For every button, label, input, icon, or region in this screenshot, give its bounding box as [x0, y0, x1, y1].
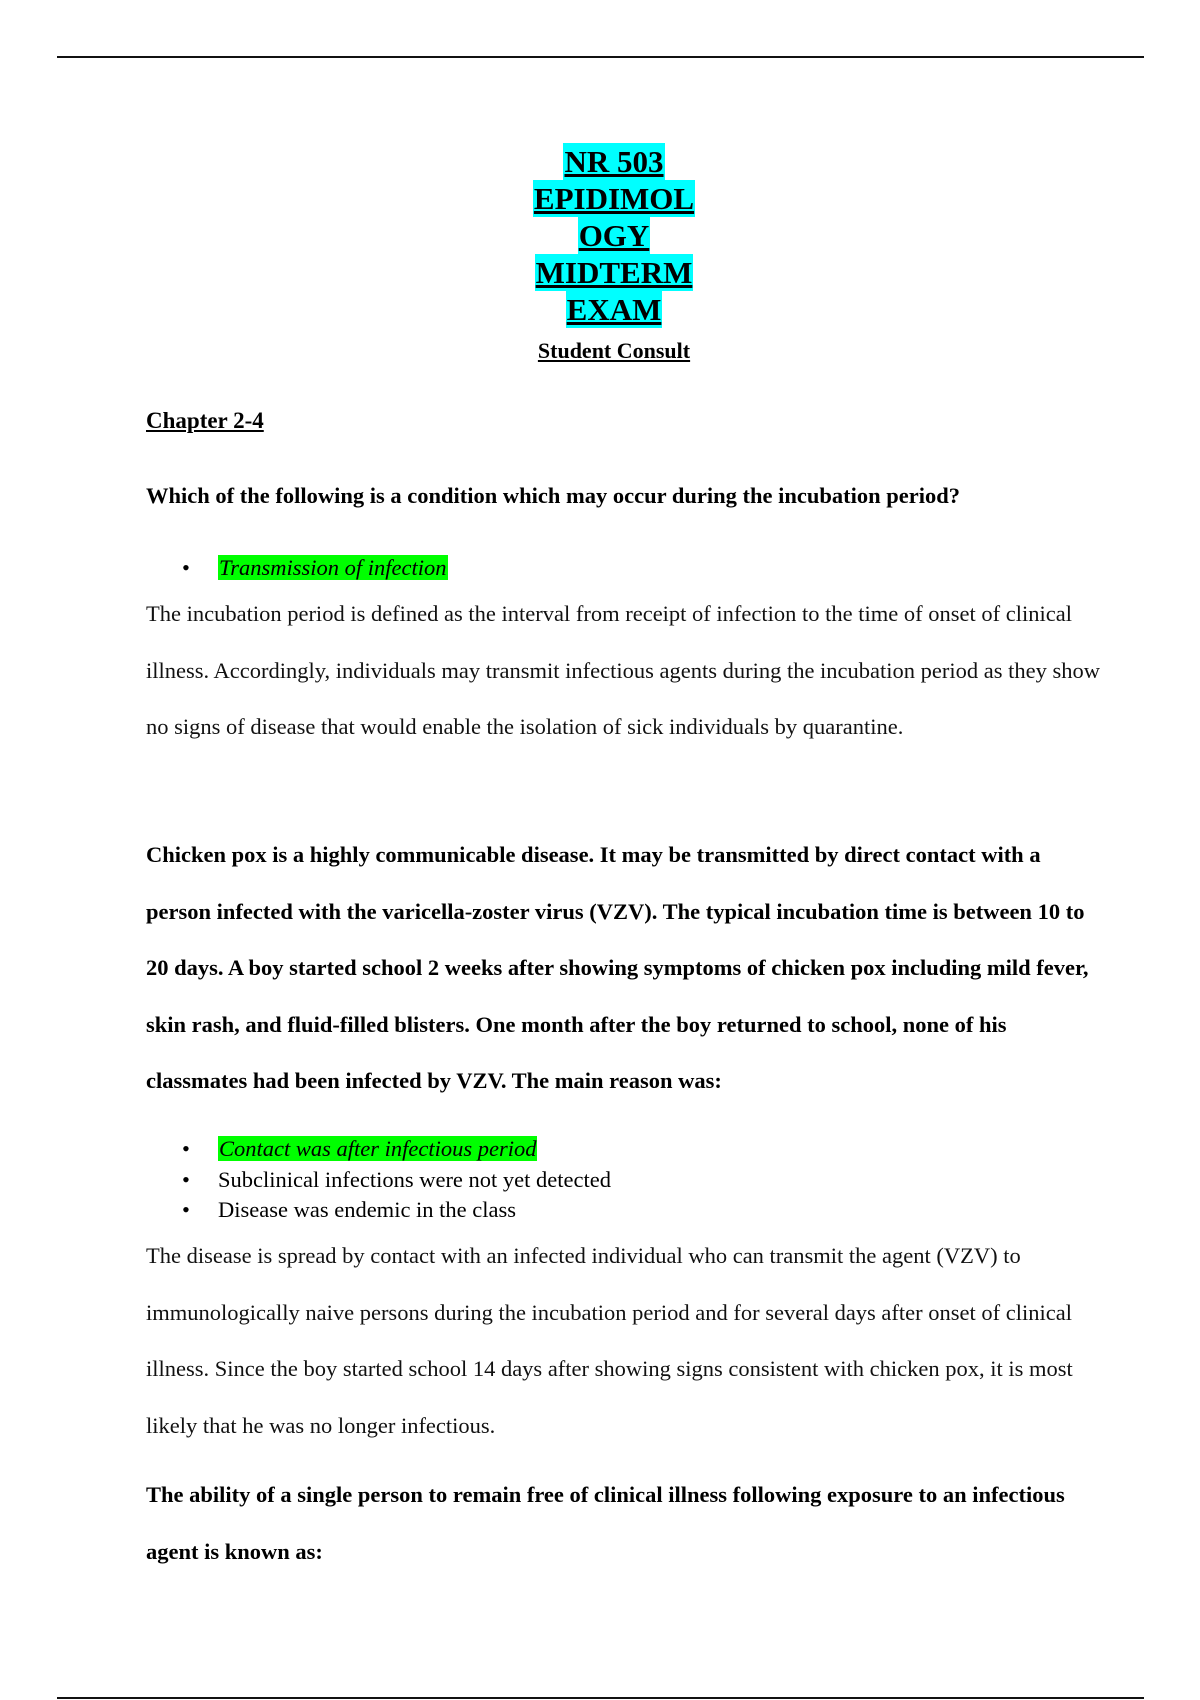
- bullet-icon: •: [182, 555, 190, 580]
- top-rule: [57, 56, 1144, 58]
- question-1-options: [146, 553, 448, 584]
- explanation-1: The incubation period is defined as the interval from receipt of infection to the time of onset of clinical illness. Accordingly, individuals may transmit infectious agents during the incubation period as they show no signs of disease that would enable the isolation of sick individuals by quarantine.: [146, 601, 1100, 739]
- option-text: Subclinical infections were not yet detected: [218, 1166, 611, 1192]
- bottom-rule: [57, 1697, 1144, 1699]
- title-line: EPIDIMOL: [533, 181, 695, 216]
- explanation-2: The disease is spread by contact with an infected individual who can transmit the agent (VZV) to immunologically naive persons during the incubation period and for several days after onset of clinical illness. Since the boy started school 14 days after showing signs consistent with chicken pox, it is most likely that he was no longer infectious.: [146, 1243, 1073, 1438]
- title-line: EXAM: [566, 292, 662, 327]
- correct-answer: Contact was after infectious period: [219, 1136, 537, 1161]
- title-line: NR 503: [564, 144, 664, 179]
- title-line: OGY: [578, 218, 650, 253]
- option-item: [146, 1195, 611, 1226]
- bullet-icon: •: [182, 1136, 190, 1161]
- chapter-heading: Chapter 2-4: [146, 408, 264, 433]
- bullet-icon: •: [182, 1166, 190, 1192]
- option-item: [146, 553, 448, 584]
- question-1: Which of the following is a condition which may occur during the incubation period?: [146, 483, 961, 508]
- option-item: [146, 1165, 611, 1196]
- question-2-options: [146, 1134, 611, 1226]
- option-text: Disease was endemic in the class: [218, 1197, 517, 1222]
- correct-answer: Transmission of infection: [219, 555, 447, 580]
- title-line: MIDTERM: [535, 255, 693, 290]
- subtitle: Student Consult: [537, 338, 691, 363]
- question-3: The ability of a single person to remain free of clinical illness following exposure to an infectious agent is known as:: [146, 1482, 1065, 1564]
- bullet-icon: •: [182, 1197, 190, 1222]
- option-item: [146, 1134, 611, 1165]
- document-title: [0, 143, 1200, 328]
- question-2: Chicken pox is a highly communicable disease. It may be transmitted by direct contact with a person infected with the varicella-zoster virus (VZV). The typical incubation time is between 10 to 20 days. A boy started school 2 weeks after showing symptoms of chicken pox including mild fever, skin rash, and fluid-filled blisters. One month after the boy returned to school, none of his classmates had been infected by VZV. The main reason was:: [146, 842, 1089, 1093]
